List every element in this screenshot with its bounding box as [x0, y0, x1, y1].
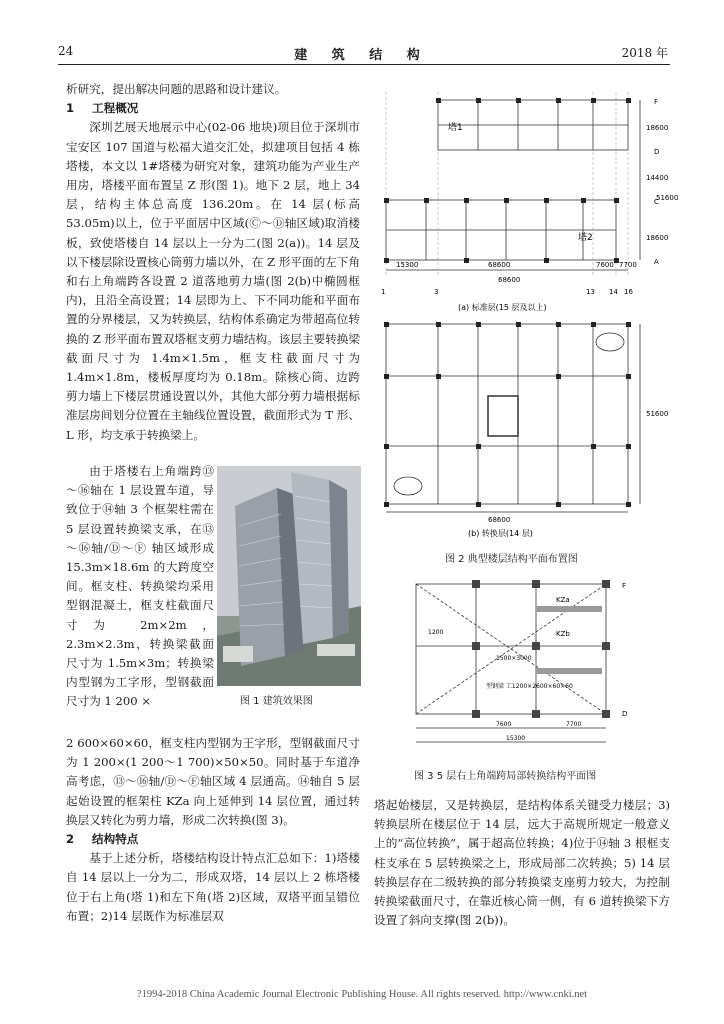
section-2-title: 结构特点: [92, 832, 139, 847]
section-2-number: 2: [66, 832, 75, 847]
section-1-title: 工程概况: [92, 101, 139, 116]
dim-right-2: 14400: [646, 174, 669, 182]
fig3-axis-d: D: [622, 710, 628, 718]
dim-total-b: 68600: [488, 516, 511, 524]
kzb-label: KZb: [556, 630, 570, 638]
page-number: 24: [58, 44, 74, 58]
fig3-axis-f: F: [622, 582, 627, 590]
section-1-heading: [66, 99, 360, 118]
tower-2-label: 塔2: [578, 233, 593, 243]
section-2-heading: [66, 830, 360, 849]
dim-right-3: 18600: [646, 234, 669, 242]
beam-size-label: 1500×3000: [496, 655, 532, 662]
figure-2-caption: 图 2 典型楼层结构平面布置图: [445, 554, 578, 565]
kza-label: KZa: [556, 596, 570, 604]
fig3-dim-2: 7700: [566, 721, 582, 728]
dim-7600: 7600: [596, 261, 614, 269]
intro-tail: 析研究，提出解决问题的思路和设计建议。: [66, 82, 287, 96]
fig3-dim-1: 7600: [496, 721, 512, 728]
dim-7700: 7700: [619, 261, 637, 269]
figure-2b-caption: (b) 转换层(14 层): [468, 529, 533, 538]
tower-1-label: 塔1: [448, 123, 463, 133]
axis-13: 13: [586, 288, 595, 296]
left-column-top: [66, 80, 360, 445]
dim-right-total: 51600: [656, 194, 679, 202]
figure-1-caption: 图 1 建筑效果图: [240, 696, 313, 707]
header-rule: [58, 64, 670, 65]
transfer-detail-figure: [396, 576, 650, 752]
axis-14: 14: [609, 288, 618, 296]
copyright-footer: ?1994-2018 China Academic Journal Electronic Publishing House. All rights reserved. http://www.cnki.net: [136, 989, 588, 1000]
axis-a: A: [654, 258, 659, 266]
standard-floor-plan-figure: [378, 80, 679, 316]
axis-f: F: [654, 98, 659, 106]
paragraph-3: 基于上述分析，塔楼结构设计特点汇总如下：1)塔楼自 14 层以上一分为二，形成双塔，14 层以上 2 栋塔楼位于右上角(塔 1)和左下角(塔 2)区域，双塔平面呈错位布置；2)14 层既作为标准层双: [66, 851, 360, 923]
axis-d: D: [654, 148, 660, 156]
paragraph-2-wrap: [66, 462, 214, 712]
dim-68600: 68600: [488, 261, 511, 269]
right-column-bottom: [374, 796, 670, 930]
transfer-floor-plan-figure: [378, 316, 670, 542]
figure-2a-caption: (a) 标准层(15 层及以上): [458, 303, 547, 312]
section-1-number: 1: [66, 101, 75, 116]
dim-right-total-b: 51600: [646, 410, 669, 418]
axis-3: 3: [434, 288, 439, 296]
journal-title: 建 筑 结 构: [294, 48, 430, 63]
axis-1: 1: [381, 288, 386, 296]
axis-c: C: [654, 198, 659, 206]
paragraph-1: 深圳艺展天地展示中心(02-06 地块)项目位于深圳市宝安区 107 国道与松福大道交汇处，拟建项目包括 4 栋塔楼，本文以 1#塔楼为研究对象，建筑功能为产业生产用房，塔楼平面布置呈 Z 形(图 1)。地下 2 层，地上 34 层，结构主体总高度 136.20m。在 14 层(标高 53.05m)以上，位于平面居中区域(Ⓒ～Ⓓ轴区域)取消楼板，致使塔楼自 14 层以上一分为二(图 2(a))。14 层及以下楼层除设置核心筒剪力墙以外，在 Z 形平面的左下角和右上角端跨各设置 2 道落地剪力墙(图 2(b)中椭圆框内)，且沿全高设置；14 层即为上、下不同功能和平面布置的分界楼层，又为转换层，结构体系确定为带超高位转换的 Z 形平面布置双塔框支剪力墙结构。该层主要转换梁截面尺寸为 1.4m×1.5m，框支柱截面尺寸为 1.4m×1.8m，楼板厚度均为 0.18m。除核心筒、边跨剪力墙上下楼层贯通设置以外，其他大部分剪力墙根据标准层房间划分位置在主轴线位置设置，截面形式为 T 形、L 形，均支承于转换梁上。: [66, 120, 360, 442]
paragraph-2-part1: 由于塔楼右上角端跨⑬～⑯轴在 1 层设置车道，导致位于⑭轴 3 个框架柱需在 5 层设置转换梁支承，在⑬～⑯轴/Ⓓ～Ⓕ 轴区域形成 15.3m×18.6m 的大跨度空间。框支柱、转换梁均采用型钢混凝土，框支柱截面尺寸为 2m×2m，2.3m×2.3m，转换梁截面尺寸为 1.5m×3m；转换梁内型钢为工字形，型钢截面尺寸为 1 200 ×: [66, 464, 214, 709]
left-column-bottom: [66, 734, 360, 926]
dim-total: 68600: [498, 276, 521, 284]
fig3-dim-total: 15300: [506, 735, 526, 742]
building-rendering-figure: [217, 466, 361, 686]
diagonal-label: 1200: [428, 629, 444, 636]
dim-15300: 15300: [396, 261, 419, 269]
figure-3-caption: 图 3 5 层右上角端跨局部转换结构平面图: [414, 771, 597, 782]
paragraph-2-part2: 2 600×60×60，框支柱内型钢为王字形，型钢截面尺寸为 1 200×(1 200～1 700)×50×50。同时基于车道净高考虑，⑬～⑯轴/Ⓓ～Ⓕ轴区域 4 层通高。⑭轴自 5 层起始设置的框架柱 KZa 向上延伸到 14 层位置，通过转换层又转化为剪力墙，形成二次转换(图 3)。: [66, 736, 360, 827]
year-label: 2018 年: [621, 46, 668, 60]
steel-beam-label: 型钢梁 工1200×2600×60×60: [486, 683, 573, 690]
dim-right-1: 18600: [646, 124, 669, 132]
axis-16: 16: [624, 288, 633, 296]
paragraph-3-continued: 塔起始楼层，又是转换层，是结构体系关键受力楼层；3)转换层所在楼层位于 14 层，远大于高规所规定一般意义上的“高位转换”，属于超高位转换；4)位于⑭轴 3 根框支柱支承在 5 层转换梁之上，形成局部二次转换；5) 14 层转换层存在二级转换的部分转换梁支座剪力较大，为控制转换梁截面尺寸，在靠近核心筒一侧，有 6 道转换梁下方设置了斜向支撑(图 2(b))。: [374, 798, 670, 928]
